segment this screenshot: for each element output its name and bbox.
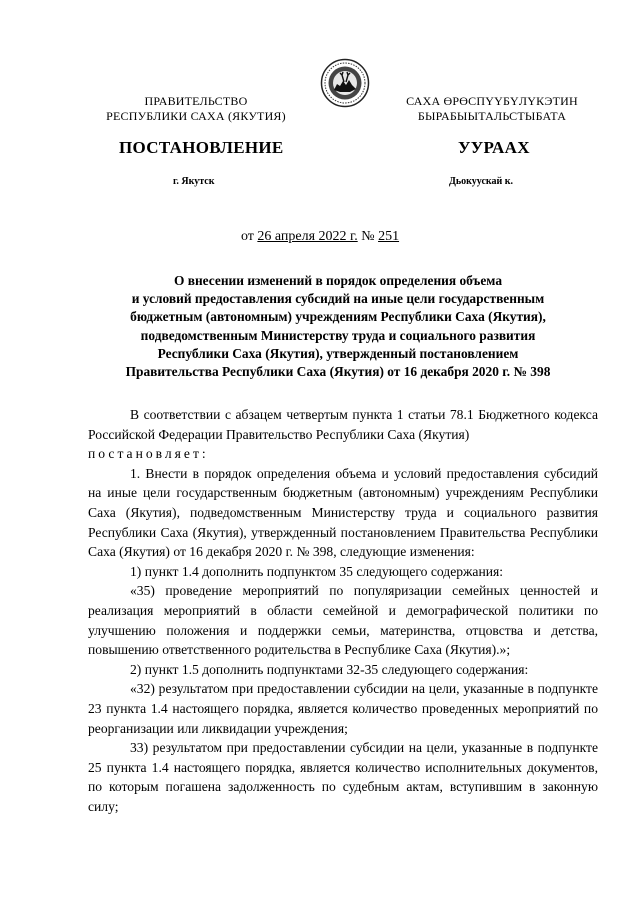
government-name-ru: [96, 94, 296, 124]
title-line-5: Республики Саха (Якутия), утвержденный постановлением: [157, 345, 519, 361]
decree-number: 251: [378, 229, 400, 244]
paragraph-preamble: [88, 405, 598, 464]
title-line-4: подведомственным Министерству труда и социального развития: [140, 327, 536, 343]
paragraph-quote-35: «35) проведение мероприятий по популяризации семейных ценностей и реализация мероприятий в области семейной и демографической политики по улучшению положения и поддержки семьи, материнства, отцовства и детства, повышению ответственного родительства в Республике Саха (Якутия).»;: [88, 583, 598, 658]
government-name-ru-line1: ПРАВИТЕЛЬСТВО: [144, 94, 248, 108]
doc-type-sah: УУРААХ: [458, 138, 530, 157]
government-name-sah-line1: САХА ӨРӨСПҮҮБҮЛҮКЭТИН: [406, 94, 578, 108]
paragraph-quote-32: «32) результатом при предоставлении субсидии на цели, указанные в подпункте 23 пункта 1.4 настоящего порядка, является количество проведенных мероприятий по реорганизации или ликвидации учреждения;: [88, 681, 598, 736]
date-number-line: [0, 229, 640, 245]
title-line-2: и условий предоставления субсидий на иные цели государственным: [131, 291, 545, 307]
preamble-text: В соответствии с абзацем четвертым пункта 1 статьи 78.1 Бюджетного кодекса Российской Федерации Правительство Республики Саха (Якутия): [88, 407, 598, 442]
paragraph-subitem-1: 1) пункт 1.4 дополнить подпунктом 35 следующего содержания:: [130, 563, 504, 579]
paragraph-quote-33: 33) результатом при предоставлении субсидии на цели, указанные в подпункте 25 пункта 1.4 настоящего порядка, является количество исполнительных документов, по которым погашена задолженность по судебным актам, вступившим в законную силу;: [88, 740, 598, 814]
title-line-3: бюджетным (автономным) учреждениям Республики Саха (Якутия),: [130, 309, 546, 325]
date-prefix: от: [240, 229, 258, 244]
decree-date: 26 апреля 2022 г.: [257, 229, 358, 244]
doc-type-ru: ПОСТАНОВЛЕНИЕ: [119, 138, 284, 157]
paragraph-subitem-2: 2) пункт 1.5 дополнить подпунктами 32-35 следующего содержания:: [130, 661, 529, 677]
city-ru: г. Якутск: [173, 176, 215, 187]
government-name-ru-line2: РЕСПУБЛИКИ САХА (ЯКУТИЯ): [106, 109, 286, 123]
decree-word: постановляет:: [88, 446, 209, 462]
city-sah: Дьокуускай к.: [449, 176, 514, 187]
title-line-6: Правительства Республики Саха (Якутия) от 16 декабря 2020 г. № 398: [125, 364, 551, 380]
paragraph-item-1: 1. Внести в порядок определения объема и условий предоставления субсидий на иные цели государственным бюджетным (автономным) учреждениям Республики Саха (Якутия), подведомственным Министерству труда и социального развития Республики Саха (Якутия), утвержденный постановлением Правительства Республики Саха (Якутия) от 16 декабря 2020 г. № 398, следующие изменения:: [88, 465, 598, 560]
coat-of-arms-icon: [320, 58, 370, 108]
government-name-sah: [392, 94, 592, 124]
government-name-sah-line2: БЫРАБЫЫТАЛЬСТЫБАТА: [417, 109, 567, 123]
decree-body: [88, 405, 598, 816]
title-line-1: О внесении изменений в порядок определения объема: [173, 273, 503, 288]
decree-title: [108, 272, 568, 381]
number-label: №: [357, 229, 379, 244]
